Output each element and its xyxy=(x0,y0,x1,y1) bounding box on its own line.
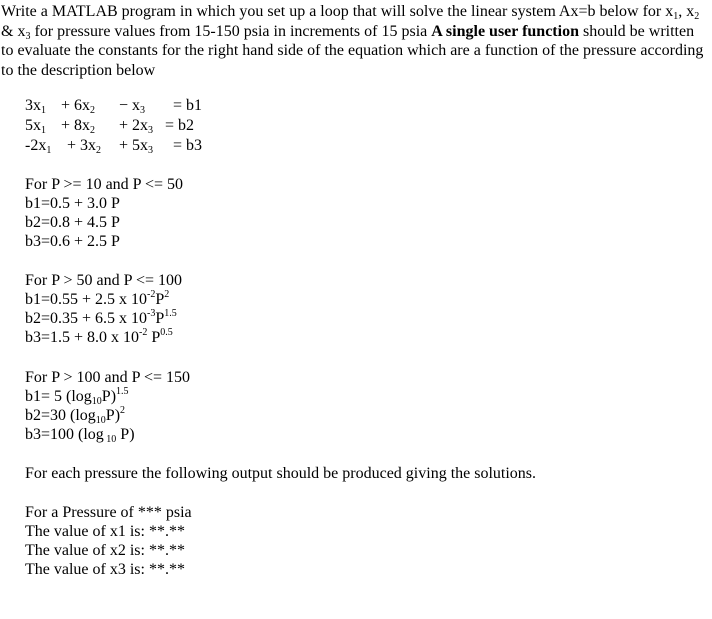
eq3-term2: + $3x_2$ xyxy=(67,137,102,156)
range-2-b2: b2=0.35 + 6.5 x $10^{-3}P^{1.5}$ xyxy=(25,308,177,327)
intro-text-1: Write a MATLAB program in which you set up a loop that will solve the linear system Ax=b below for xyxy=(1,3,666,20)
eq3-term3: + $5x_3$ xyxy=(119,137,154,156)
output-line-pressure: For a Pressure of *** psia xyxy=(25,504,192,521)
intro-text-3: should be written to evaluate the constants for the right hand side of the equation which are a function of the pressure according to the description below xyxy=(1,22,704,79)
equation-1 xyxy=(25,96,202,116)
eq1-term3: − $x_3$ xyxy=(119,97,146,116)
range-2-b3: b3=1.5 + 8.0 x $10^{-2}$ $P^{0.5}$ xyxy=(25,327,173,346)
var-x3: $x_3$ xyxy=(17,22,31,42)
eq1-rhs: = b1 xyxy=(173,97,203,114)
eq1-term2: + $6x_2$ xyxy=(61,97,96,116)
equation-2 xyxy=(25,116,194,136)
intro-bold: A single user function xyxy=(431,22,579,40)
output-line-x3: The value of x3 is: **.** xyxy=(25,561,185,578)
range-3-b1: b1= 5 $(\log_{10}P)^{1.5}$ xyxy=(25,386,129,407)
eq1-term1: $3x_1$ xyxy=(25,97,46,116)
range-3-heading: For P > 100 and P <= 150 xyxy=(25,369,191,386)
eq2-term3: + $2x_3$ xyxy=(119,117,154,136)
output-note: For each pressure the following output should be produced giving the solutions. xyxy=(25,465,537,482)
eq2-term2: + $8x_2$ xyxy=(61,117,96,136)
range-2-heading: For P > 50 and P <= 100 xyxy=(25,272,183,289)
equation-3 xyxy=(25,136,202,156)
range-1-heading: For P >= 10 and P <= 50 xyxy=(25,176,184,193)
range-3-b2: b2=30 $(\log_{10}P)^2$ xyxy=(25,405,126,426)
range-3-b3: b3=100 (log $_{10}$ P) xyxy=(25,426,135,445)
range-1-b3: b3=0.6 + 2.5 P xyxy=(25,233,120,250)
eq2-term1: $5x_1$ xyxy=(25,117,46,136)
eq3-rhs: = b3 xyxy=(173,137,203,154)
problem-intro xyxy=(1,2,709,80)
intro-text-2: for pressure values from 15-150 psia in increments of 15 psia xyxy=(34,22,432,40)
range-1-b1: b1=0.5 + 3.0 P xyxy=(25,195,120,212)
eq3-term1: $-2x_1$ xyxy=(25,137,52,156)
range-1-b2: b2=0.8 + 4.5 P xyxy=(25,214,120,231)
output-line-x2: The value of x2 is: **.** xyxy=(25,542,185,559)
range-2-b1: b1=0.55 + 2.5 x $10^{-2}P^2$ xyxy=(25,289,170,308)
eq2-rhs: = b2 xyxy=(165,117,195,134)
var-x2: $x_2$ & xyxy=(1,3,700,40)
var-x1: $x_1$, xyxy=(665,3,687,22)
output-line-x1: The value of x1 is: **.** xyxy=(25,523,185,540)
